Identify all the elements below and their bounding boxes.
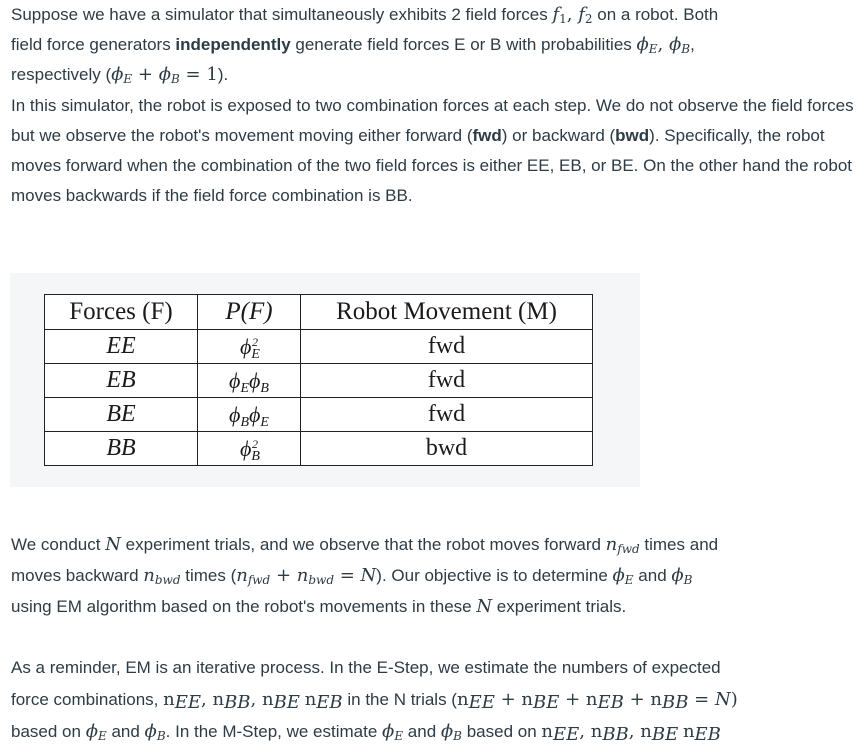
- table-row: [45, 364, 593, 398]
- independently-bold: independently: [175, 35, 291, 54]
- probability-cell: $\phi_E^2$: [198, 330, 301, 364]
- forces-table: [44, 294, 593, 466]
- em-reminder-paragraph: As a reminder, EM is an iterative process. In the E-Step, we estimate the numbers of expected force combinations, $n_{EE}$, $n_{BB}$, $n_{BE}$ $n_{EB}$ in the N trials $(n_{EE} + n_{BE} + n_{EB} + n_{BB} = N)$ based on $\phi_E$ and $\phi_B$. In the M-Step, we estimate $\phi_E$ and $\phi_B$ based on $n_{EE}$, $n_{BB}$, $n_{BE}$ $n_{EB}$: [11, 658, 738, 745]
- phi-e-symbol: $\phi_E$: [636, 34, 658, 56]
- intro-text-3: field force generators: [11, 35, 176, 54]
- force-cell: EE: [45, 330, 198, 364]
- table-header-row: [45, 295, 593, 330]
- forces-table-panel: [10, 273, 640, 487]
- sum-equals-one: = 1: [179, 64, 218, 85]
- force-cell: EB: [45, 364, 198, 398]
- fwd-bold: fwd: [472, 126, 502, 145]
- force-cell: BB: [45, 432, 198, 466]
- intro-text-5: respectively (: [11, 65, 112, 84]
- movement-cell: fwd: [301, 330, 593, 364]
- probability-cell: $\phi_E\phi_B$: [198, 364, 301, 398]
- phi-b-symbol: $\phi_B$: [669, 34, 691, 56]
- header-forces: Forces (F): [45, 295, 198, 330]
- probability-cell: $\phi_B^2$: [198, 432, 301, 466]
- f2-symbol: $f_2$: [578, 4, 593, 26]
- header-movement: Robot Movement (M): [301, 295, 593, 330]
- experiment-paragraph: We conduct N experiment trials, and we observe that the robot moves forward $n_{fwd}$ times and moves backward $n_{bwd}$ times $(n_{fwd} + n_{bwd} = N)$. Our objective is to determine $\phi_E$ and $\phi_B$ using EM algorithm based on the robot's movements in these N experiment trials.: [11, 534, 719, 617]
- movement-cell: bwd: [301, 432, 593, 466]
- force-cell: BE: [45, 398, 198, 432]
- intro-text-4: generate field forces E or B with probabilities: [290, 35, 637, 54]
- intro-text-2: on a robot. Both: [592, 5, 719, 24]
- simulator-paragraph: In this simulator, the robot is exposed to two combination forces at each step. We do not observe the field forces but we observe the robot's movement moving either forward (fwd) or backward (bwd). Specifically, the robot moves forward when the combination of the two field forces is either EE, EB, or BE. On the other hand the robot moves backwards if the field force combination is BB.: [11, 96, 854, 205]
- table-row: [45, 398, 593, 432]
- bwd-bold: bwd: [615, 126, 650, 145]
- header-probability: P(F): [198, 295, 301, 330]
- n-trials-symbol: N: [105, 534, 121, 555]
- intro-text-1: Suppose we have a simulator that simultaneously exhibits 2 field forces: [11, 5, 553, 24]
- probability-cell: $\phi_B\phi_E$: [198, 398, 301, 432]
- table-row: [45, 432, 593, 466]
- table-row: [45, 330, 593, 364]
- movement-cell: fwd: [301, 364, 593, 398]
- movement-cell: fwd: [301, 398, 593, 432]
- f1-symbol: $f_1$: [552, 4, 567, 26]
- intro-paragraph: Suppose we have a simulator that simultaneously exhibits 2 field forces $f_1$, $f_2$ on a robot. Both field force generators independently generate field forces E or B with probabilities $\phi_E$, $\phi_B$, respectively $(\phi_E + \phi_B = 1)$.: [11, 4, 719, 86]
